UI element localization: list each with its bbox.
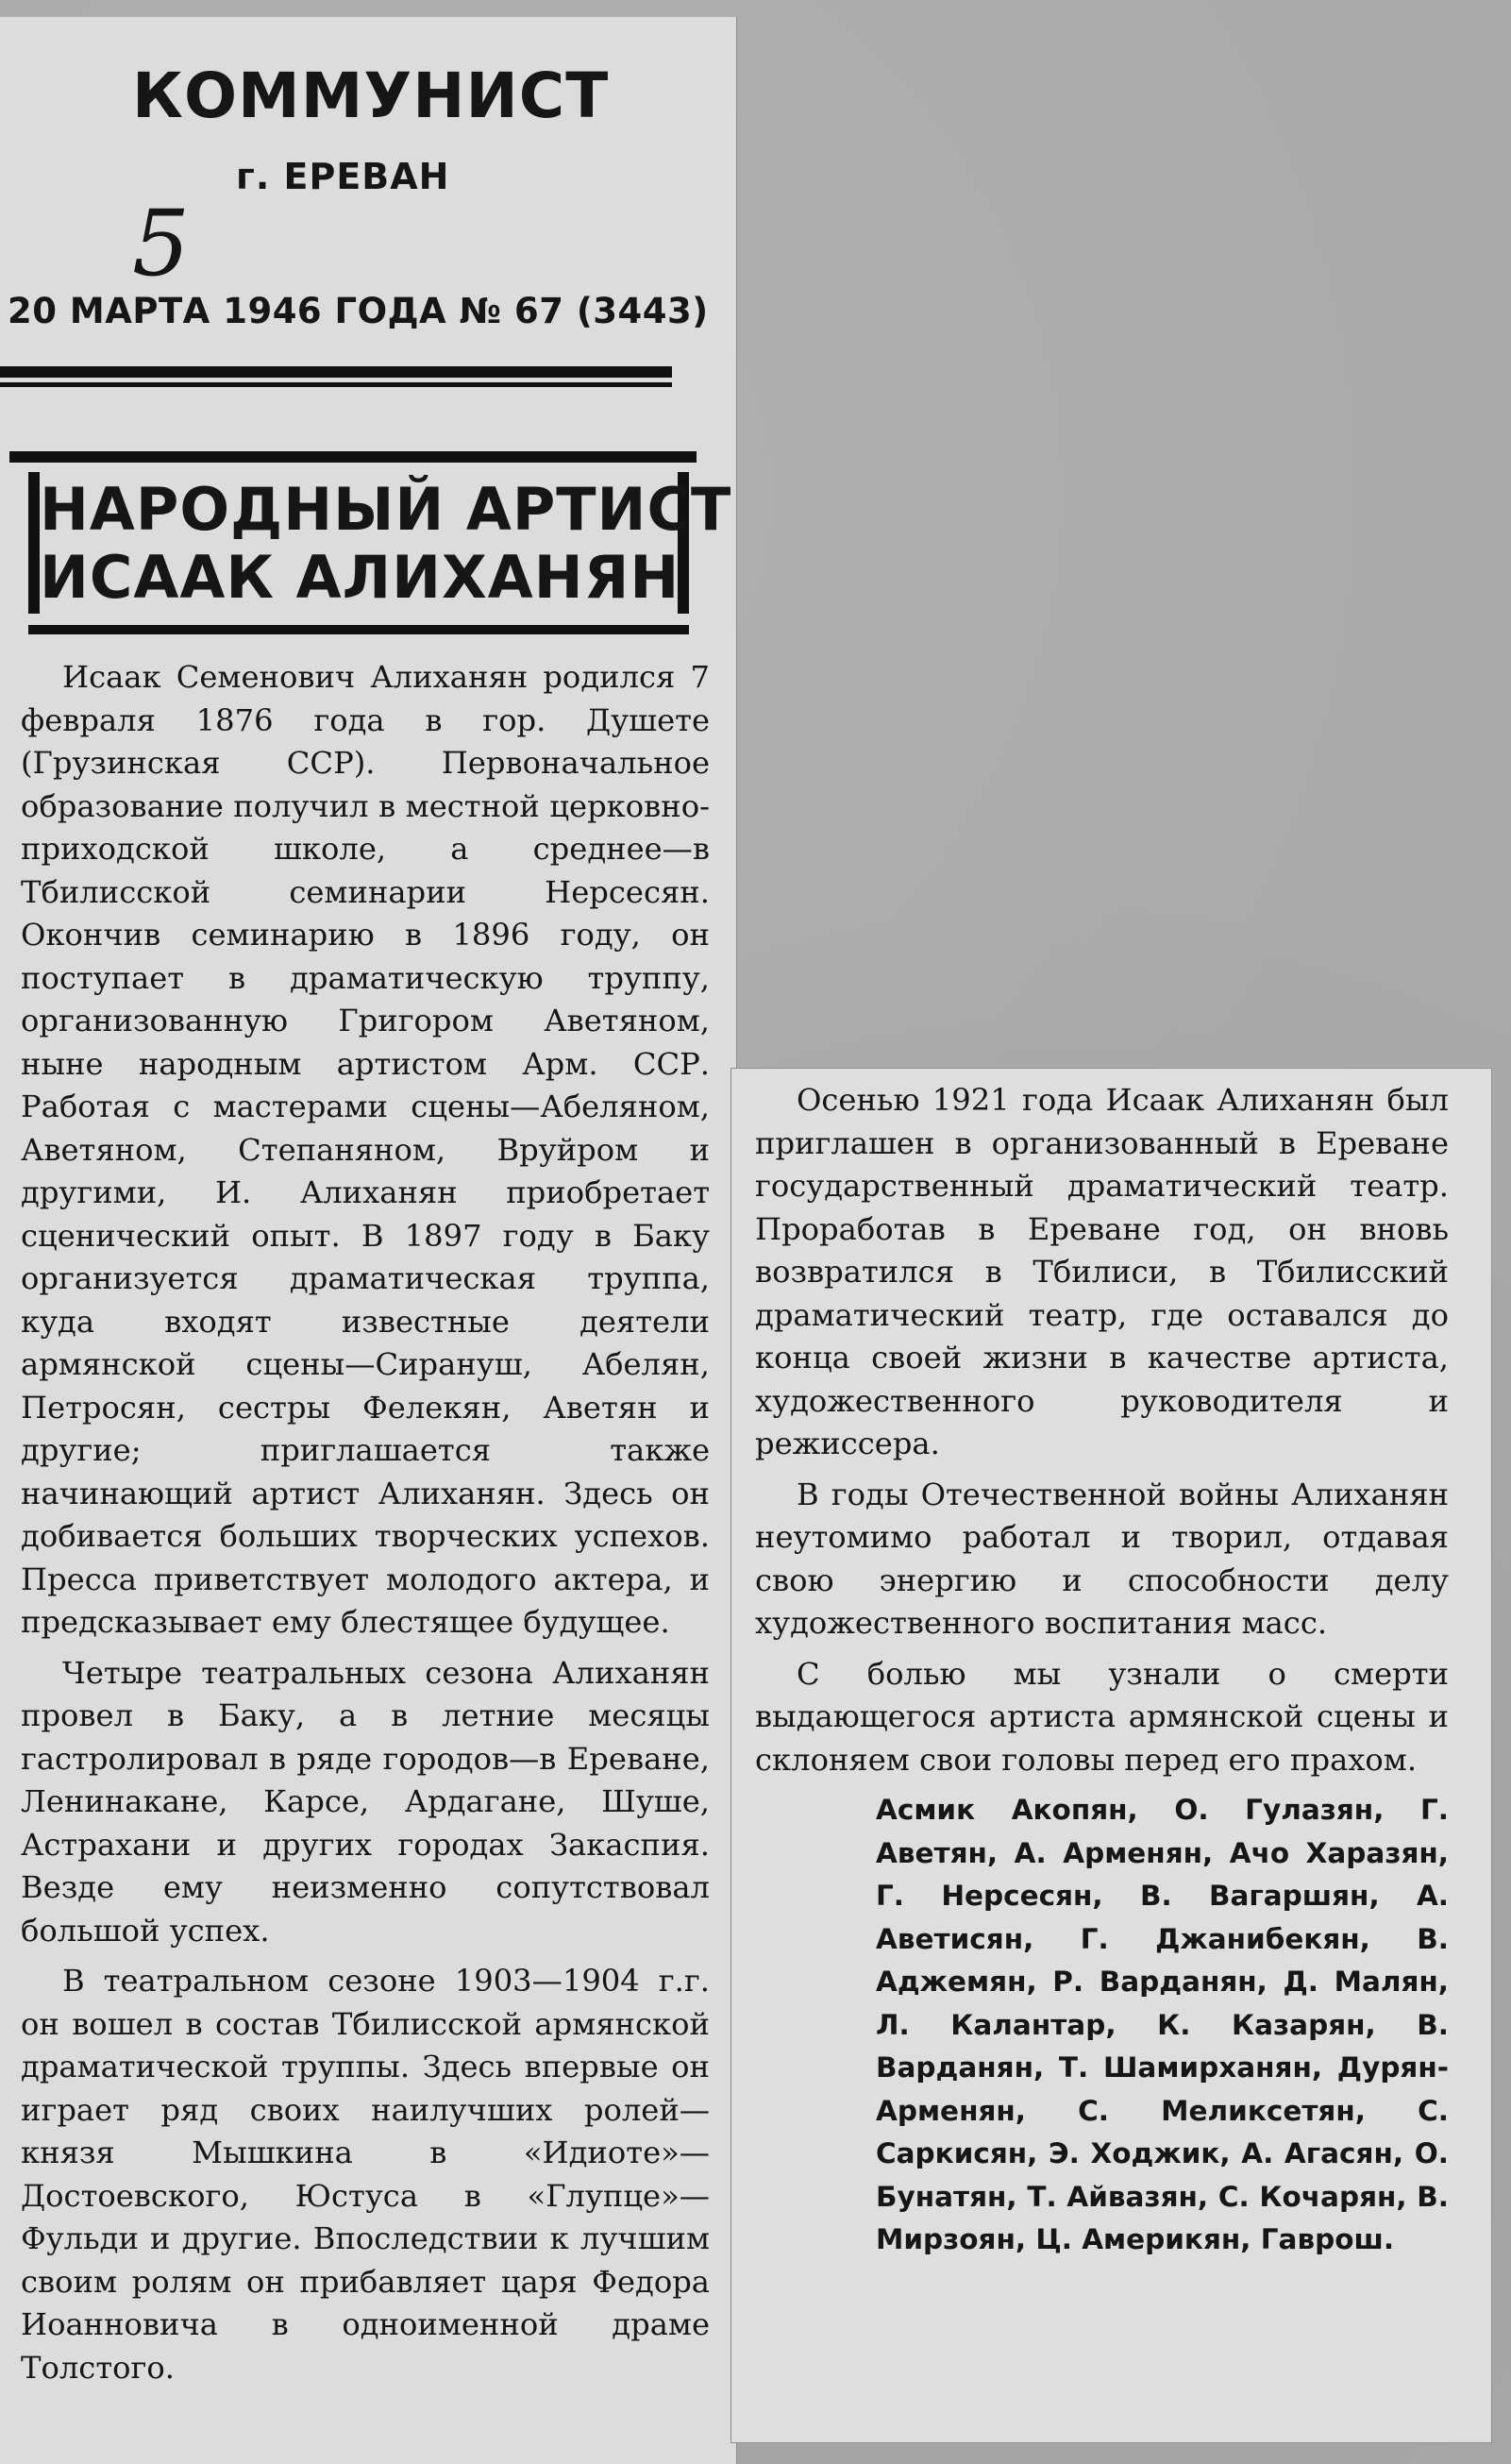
headline-rule-top [9,451,697,463]
headline-rule-bottom [28,625,689,634]
article-paragraph: Исаак Семенович Алиханян родился 7 февраля 1876 года в гор. Душете (Грузинская ССР). Первоначальное образование получил в местной церковно-приходской школе, а среднее—в Тбилисской семинарии Нерсесян. Окончив семинарию в 1896 году, он поступает в драматическую труппу, организованную Григором Аветяном, ныне народным артистом Арм. ССР. Работая с мастерами сцены—Абеляном, Аветяном, Степаняном, Вруйром и другими, И. Алиханян приобретает сценический опыт. В 1897 году в Баку организуется драматическая труппа, куда входят известные деятели армянской сцены—Сирануш, Абелян, Петросян, сестры Фелекян, Аветян и другие; приглашается также начинающий артист Алиханян. Здесь он добивается больших творческих успехов. Пресса приветствует молодого актера, и предсказывает ему блестящее будущее. [21,659,710,1640]
headline-line-2: ИСААК АЛИХАНЯН [40,543,680,612]
signatories-list: Асмик Акопян, О. Гулазян, Г. Аветян, А. Арменян, Ачо Харазян, Г. Нерсесян, В. Вагаршян, А. Аветисян, Г. Джанибекян, В. Аджемян, Р. Варданян, Д. Малян, Л. Калантар, К. Казарян, В. Варданян, Т. Шамирханян, Дурян-Арменян, С. Меликсетян, С. Саркисян, Э. Ходжик, А. Агасян, О. Бунатян, Т. Айвазян, С. Кочарян, В. Мирзоян, Ц. Америкян, Гаврош. [876,1794,1449,2255]
newspaper-masthead: КОММУНИСТ [132,59,610,132]
article-right-column [755,1079,1449,2262]
article-paragraph: В годы Отечественной войны Алиханян неутомимо работал и творил, отдавая свою энергию и способности делу художественного воспитания масс. [755,1476,1449,1641]
article-paragraph: Четыре театральных сезона Алиханян провел в Баку, а в летние месяцы гастролировал в ряде городов—в Ереване, Ленинакане, Карсе, Ардагане, Шуше, Астрахани и других городах Закаспия. Везде ему неизменно сопутствовал большой успех. [21,1654,710,1949]
issue-dateline: 20 МАРТА 1946 ГОДА № 67 (3443) [8,291,709,331]
headline-box [28,472,732,614]
headline-line-1: НАРОДНЫЙ АРТИСТ [40,475,732,544]
article-paragraph: С болью мы узнали о смерти выдающегося артиста армянской сцены и склоняем свои головы перед его прахом. [755,1655,1449,1778]
masthead-city: г. ЕРЕВАН [236,156,450,197]
article-left-column [21,656,710,2397]
article-paragraph: В театральном сезоне 1903—1904 г.г. он вошел в состав Тбилисской армянской драматической труппы. Здесь впервые он играет ряд своих наилучших ролей—князя Мышкина в «Идиоте»—Достоевского, Юстуса в «Глупце»—Фульди и другие. Впоследствии к лучшим своим ролям он прибавляет царя Федора Иоанновича в одноименной драме Толстого. [21,1963,710,2386]
handwritten-number: 5 [132,191,191,296]
dateline-rule-thick [0,366,672,378]
dateline-rule-thin [0,382,672,387]
article-paragraph: Осенью 1921 года Исаак Алиханян был приглашен в организованный в Ереване государственный драматический театр. Проработав в Ереване год, он вновь возвратился в Тбилиси, в Тбилисский драматический театр, где оставался до конца своей жизни в качестве артиста, художественного руководителя и режиссера. [755,1082,1449,1461]
